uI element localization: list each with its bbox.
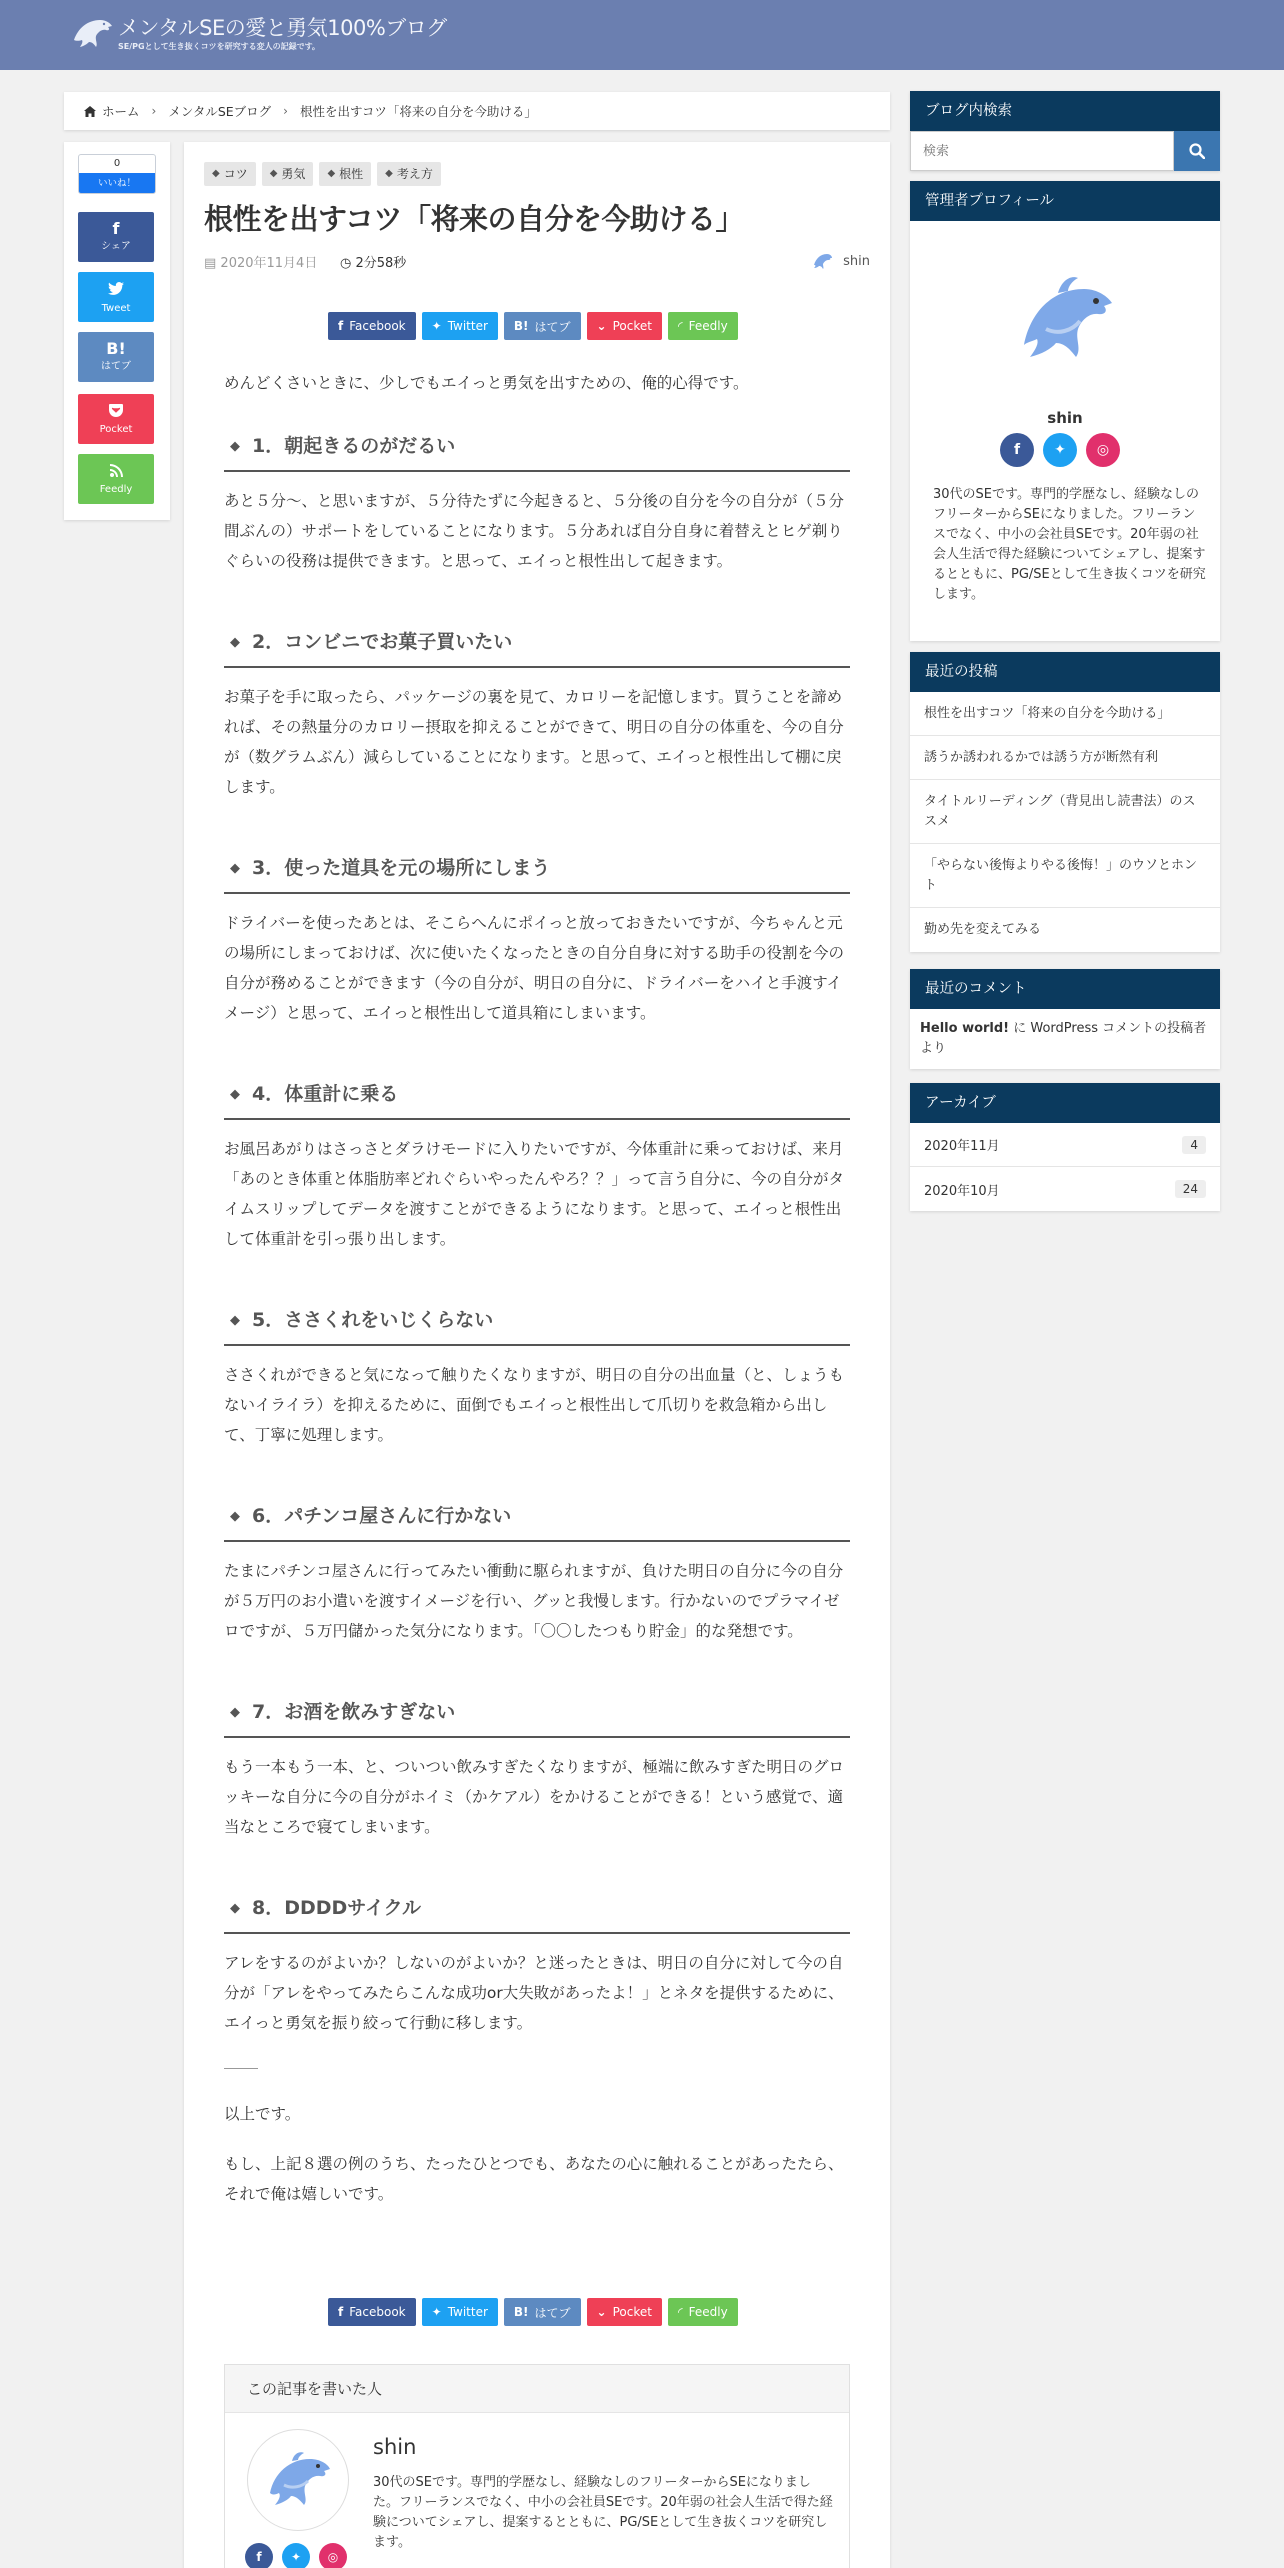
section-body: たまにパチンコ屋さんに行ってみたい衝動に駆られますが、負けた明日の自分に今の自分が５万円のお小遣いを渡すイメージを行い、グッと我慢します。行かないのでプラマイゼロですが、５万円儲かった気分になります。「〇〇したつもり貯金」的な発想です。 [224,1562,844,1640]
diamond-icon: ◆ [230,1509,240,1524]
recent-post-link[interactable]: タイトルリーディング（背見出し読書法）のススメ [910,780,1220,844]
hatena-icon: B! [513,319,529,333]
comment-post-link[interactable]: Hello world! [920,1021,1010,1036]
facebook-like-widget[interactable] [78,154,156,194]
hatena-icon: B! [513,2305,529,2319]
section-heading [224,624,850,668]
search-widget-title: ブログ内検索 [910,91,1220,131]
author-name: shin [843,253,870,269]
section-heading-label: 8．DDDDサイクル [252,1897,422,1919]
diamond-icon: ◆ [230,1087,240,1102]
pocket-share-button[interactable] [78,394,154,444]
chevron-right-icon: › [151,104,157,118]
section-heading-label: 7．お酒を飲みすぎない [252,1701,456,1723]
section-heading [224,1076,850,1120]
facebook-icon: f [112,219,120,238]
author-box-heading: この記事を書いた人 [225,2365,849,2413]
tag-list [204,162,441,186]
profile-social-links [1000,433,1120,467]
archive-title: アーカイブ [910,1083,1220,1123]
tag-label: コツ [223,167,248,181]
recent-post-link[interactable]: 勤め先を変えてみる [924,922,1042,937]
closing-line: 以上です。 [224,2105,301,2123]
breadcrumb-category[interactable]: メンタルSEブログ [168,104,272,119]
hatena-share-button[interactable] [504,312,581,340]
author-social-links [245,2543,347,2568]
archive-item[interactable] [910,1167,1220,1211]
rss-icon [78,460,154,483]
search-input[interactable] [910,131,1174,171]
calendar-icon: ▤ [204,256,221,271]
twitter-icon: ✦ [431,319,442,333]
diamond-icon: ◆ [230,861,240,876]
archive-count: 24 [1175,1180,1206,1198]
search-form [910,131,1220,171]
tweet-label: Tweet [101,303,131,314]
section-heading-label: 2．コンビニでお菓子買いたい [252,631,513,653]
diamond-icon: ◆ [230,439,240,454]
diamond-icon: ◆ [230,1313,240,1328]
author-box-name[interactable]: shin [373,2435,417,2459]
profile-description: 30代のSEです。専門的学歴なし、経験なしのフリーターからSEになりました。フリーランスでなく、中小の会社員SEです。20年弱の社会人生活で得た経験についてシェアし、提案するとともに、PG/SEとして生き抜くコツを研究します。 [933,487,1206,602]
feedly-share-button[interactable] [78,454,154,504]
section-heading-label: 1．朝起きるのがだるい [252,435,456,457]
recent-comments-title: 最近のコメント [910,969,1220,1009]
tag-item[interactable] [262,162,314,186]
section-3 [224,850,850,1028]
comment-connector: に [1009,1021,1031,1036]
post-date-label: 2020年11月4日 [220,256,318,271]
feedly-share-button[interactable] [668,312,738,340]
author-box-description: 30代のSEです。専門的学歴なし、経験なしのフリーターからSEになりました。フリーランスでなく、中小の会社員SEです。20年弱の社会人生活で得た経験についてシェアし、提案するとともに、PG/SEとして生き抜くコツを研究します。 [373,2475,833,2550]
author-avatar-icon [811,250,833,272]
tag-icon: ◆ [327,168,336,179]
section-6 [224,1498,850,1646]
profile-widget-title: 管理者プロフィール [910,181,1220,221]
section-2 [224,624,850,802]
recent-posts-widget [910,652,1220,952]
tag-icon: ◆ [385,168,393,179]
read-time [340,252,406,271]
share-label: シェア [101,241,131,252]
search-button[interactable] [1174,131,1220,171]
twitter-icon[interactable]: ✦ [1043,433,1077,467]
pocket-label: Pocket [612,2305,652,2319]
closing-message: もし、上記８選の例のうち、たったひとつでも、あなたの心に触れることがあったたら、それで俺は嬉しいです。 [224,2155,844,2203]
breadcrumb-current: 根性を出すコツ「将来の自分を今助ける」 [299,104,537,119]
twitter-icon[interactable]: ✦ [282,2543,310,2568]
search-widget [910,91,1220,171]
section-heading [224,428,850,472]
section-body: お風呂あがりはさっさとダラけモードに入りたいですが、今体重計に乗っておけば、来月「あのとき体重と体脂肪率どれぐらいやったんやろ？？」って言う自分に、今の自分がタイムスリップしてデータを渡すことができるようになります。と思って、エイっと根性出して体重計を引っ張り出します。 [224,1140,845,1248]
rss-icon: ◜ [677,2305,683,2319]
breadcrumb-home-label: ホーム [102,104,140,119]
recent-comments-widget [910,969,1220,1069]
diamond-icon: ◆ [230,1705,240,1720]
recent-post-link[interactable]: 根性を出すコツ「将来の自分を今助ける」 [910,692,1220,736]
section-heading [224,1694,850,1738]
hatena-label: はてブ [101,361,131,372]
section-heading-label: 4．体重計に乗る [252,1083,399,1105]
twitter-icon: ✦ [431,2305,442,2319]
like-count: 0 [113,158,121,169]
section-heading-label: 5．ささくれをいじくらない [252,1309,494,1331]
section-body: アレをするのがよいか？しないのがよいか？と迷ったときは、明日の自分に対して今の自分が「アレをやってみたらこんな成功or大失敗があったよ！」とネタを提供するために、エイっと勇気を振り絞って行動に移します。 [224,1954,844,2032]
recent-post-link[interactable]: 「やらない後悔よりやる後悔！」のウソとホント [910,844,1220,908]
section-7 [224,1694,850,1842]
section-heading [224,850,850,894]
section-body: お菓子を手に取ったら、パッケージの裏を見て、カロリーを記憶します。買うことを諦めれば、その熱量分のカロリー摂取を抑えることができて、明日の自分の体重を、今の自分が（数グラムぶん）減らしていることになります。と思って、エイっと根性出して棚に戻します。 [224,688,844,796]
section-1 [224,428,850,576]
section-body: あと５分〜、と思いますが、５分待たずに今起きると、５分後の自分を今の自分が（５分間ぶんの）サポートをしていることになります。５分あれば自分自身に着替えとヒゲ剃りぐらいの役務は提供できます。と思って、エイっと根性出して起きます。 [224,492,845,570]
hatena-icon: B! [106,339,126,358]
twitter-share-button[interactable] [422,312,498,340]
breadcrumb-home[interactable] [84,102,140,120]
share-row-top [328,312,738,340]
pocket-icon: ⌄ [596,2305,607,2319]
pocket-icon: ⌄ [596,319,607,333]
dolphin-profile-icon [1010,261,1120,371]
article-meta [204,250,870,272]
chevron-right-icon: › [283,104,288,118]
archive-month: 2020年11月 [924,1139,1000,1154]
share-sidebar [64,142,170,520]
post-author[interactable] [811,250,870,272]
facebook-icon[interactable]: f [1000,433,1034,467]
diamond-icon: ◆ [230,1901,240,1916]
recent-posts-title: 最近の投稿 [910,652,1220,692]
site-logo[interactable] [70,14,447,52]
section-heading [224,1302,850,1346]
facebook-icon: f [338,2305,344,2319]
twitter-icon [78,278,154,302]
author-avatar [247,2429,349,2531]
recent-comment [910,1009,1220,1069]
feedly-share-button[interactable] [668,2298,738,2326]
comment-author[interactable]: WordPress コメントの投稿者 より [920,1021,1207,1056]
feedly-label: Feedly [688,2305,728,2319]
facebook-label: Facebook [349,2305,406,2319]
article-content [224,368,850,2209]
instagram-icon[interactable]: ◎ [1086,433,1120,467]
section-4 [224,1076,850,1254]
post-date [204,252,317,271]
section-heading-label: 3．使った道具を元の場所にしまう [252,857,551,879]
dolphin-avatar-icon [262,2449,334,2511]
site-header [0,0,1284,70]
pocket-share-button[interactable] [587,312,662,340]
section-body: ドライバーを使ったあとは、そこらへんにポイっと放っておきたいですが、今ちゃんと元の場所にしまっておけば、次に使いたくなったときの自分自身に対する助手の役割を今の自分が務めることができます（今の自分が、明日の自分に、ドライバーをハイと手渡すイメージ）と思って、エイっと根性出して道具箱にしまいます。 [224,914,845,1022]
site-tagline: SE/PGとして生き抜くコツを研究する変人の記録です。 [118,42,320,51]
like-button[interactable]: いいね！ [79,173,155,194]
search-icon [1189,143,1205,159]
read-time-label: 2分58秒 [355,256,407,271]
feedly-label: Feedly [99,484,133,495]
divider [224,2068,258,2069]
recent-posts-list [910,692,1220,952]
section-body: もう一本もう一本、と、ついつい飲みすぎたくなりますが、極端に飲みすぎた明日のグロッキーな自分に今の自分がホイミ（かケアル）をかけることができる！という感覚で、適当なところで寝てしまいます。 [224,1758,845,1836]
author-box [224,2364,850,2568]
site-title[interactable]: メンタルSEの愛と勇気100%ブログ [118,16,447,40]
tag-item[interactable] [204,162,256,186]
section-heading [224,1890,850,1934]
archive-item[interactable] [910,1123,1220,1167]
tag-icon: ◆ [212,168,220,179]
article-main [184,142,890,2568]
archive-month: 2020年10月 [924,1183,1000,1199]
facebook-share-button[interactable] [78,212,154,262]
pocket-icon [78,400,154,423]
pocket-label: Pocket [99,424,133,435]
home-icon [84,106,96,117]
profile-body [910,221,1220,641]
rss-icon: ◜ [677,319,683,333]
tag-label: 根性 [339,167,364,181]
facebook-share-button[interactable] [328,2298,416,2326]
facebook-share-button[interactable] [328,312,416,340]
archive-count: 4 [1182,1136,1206,1154]
share-row-bottom [328,2298,738,2326]
breadcrumb [64,92,890,130]
twitter-share-button[interactable] [78,272,154,322]
profile-widget [910,181,1220,641]
tag-label: 考え方 [396,167,433,181]
tag-label: 勇気 [281,167,306,181]
pocket-label: Pocket [612,319,652,333]
section-heading [224,1498,850,1542]
diamond-icon: ◆ [230,635,240,650]
archive-widget [910,1083,1220,1211]
section-heading-label: 6．パチンコ屋さんに行かない [252,1505,512,1527]
tag-item[interactable] [377,162,441,186]
section-5 [224,1302,850,1450]
twitter-label: Twitter [447,319,488,333]
facebook-icon[interactable]: f [245,2543,273,2568]
recent-post-link[interactable]: 誘うか誘われるかでは誘う方が断然有利 [910,736,1220,780]
article-lead: めんどくさいときに、少しでもエイっと勇気を出すための、俺的心得です。 [224,374,749,392]
hatena-label: はてブ [534,319,571,334]
section-body: ささくれができると気になって触りたくなりますが、明日の自分の出血量（と、しょうもないイライラ）を抑えるために、面倒でもエイっと根性出して爪切りを救急箱から出して、丁寧に処理します。 [224,1366,845,1444]
tag-item[interactable] [319,162,371,186]
feedly-label: Feedly [688,319,728,333]
dolphin-logo-icon [70,14,116,50]
twitter-share-button[interactable] [422,2298,498,2326]
article-title: 根性を出すコツ「将来の自分を今助ける」 [204,202,745,236]
instagram-icon[interactable]: ◎ [319,2543,347,2568]
clock-icon: ◷ [340,256,356,271]
profile-name: shin [1047,409,1083,427]
facebook-icon: f [338,319,344,333]
hatena-share-button[interactable] [504,2298,581,2326]
hatena-label: はてブ [534,2305,571,2320]
twitter-label: Twitter [447,2305,488,2319]
section-8 [224,1890,850,2038]
pocket-share-button[interactable] [587,2298,662,2326]
facebook-label: Facebook [349,319,406,333]
tag-icon: ◆ [269,168,278,179]
hatena-share-button[interactable] [78,332,154,382]
